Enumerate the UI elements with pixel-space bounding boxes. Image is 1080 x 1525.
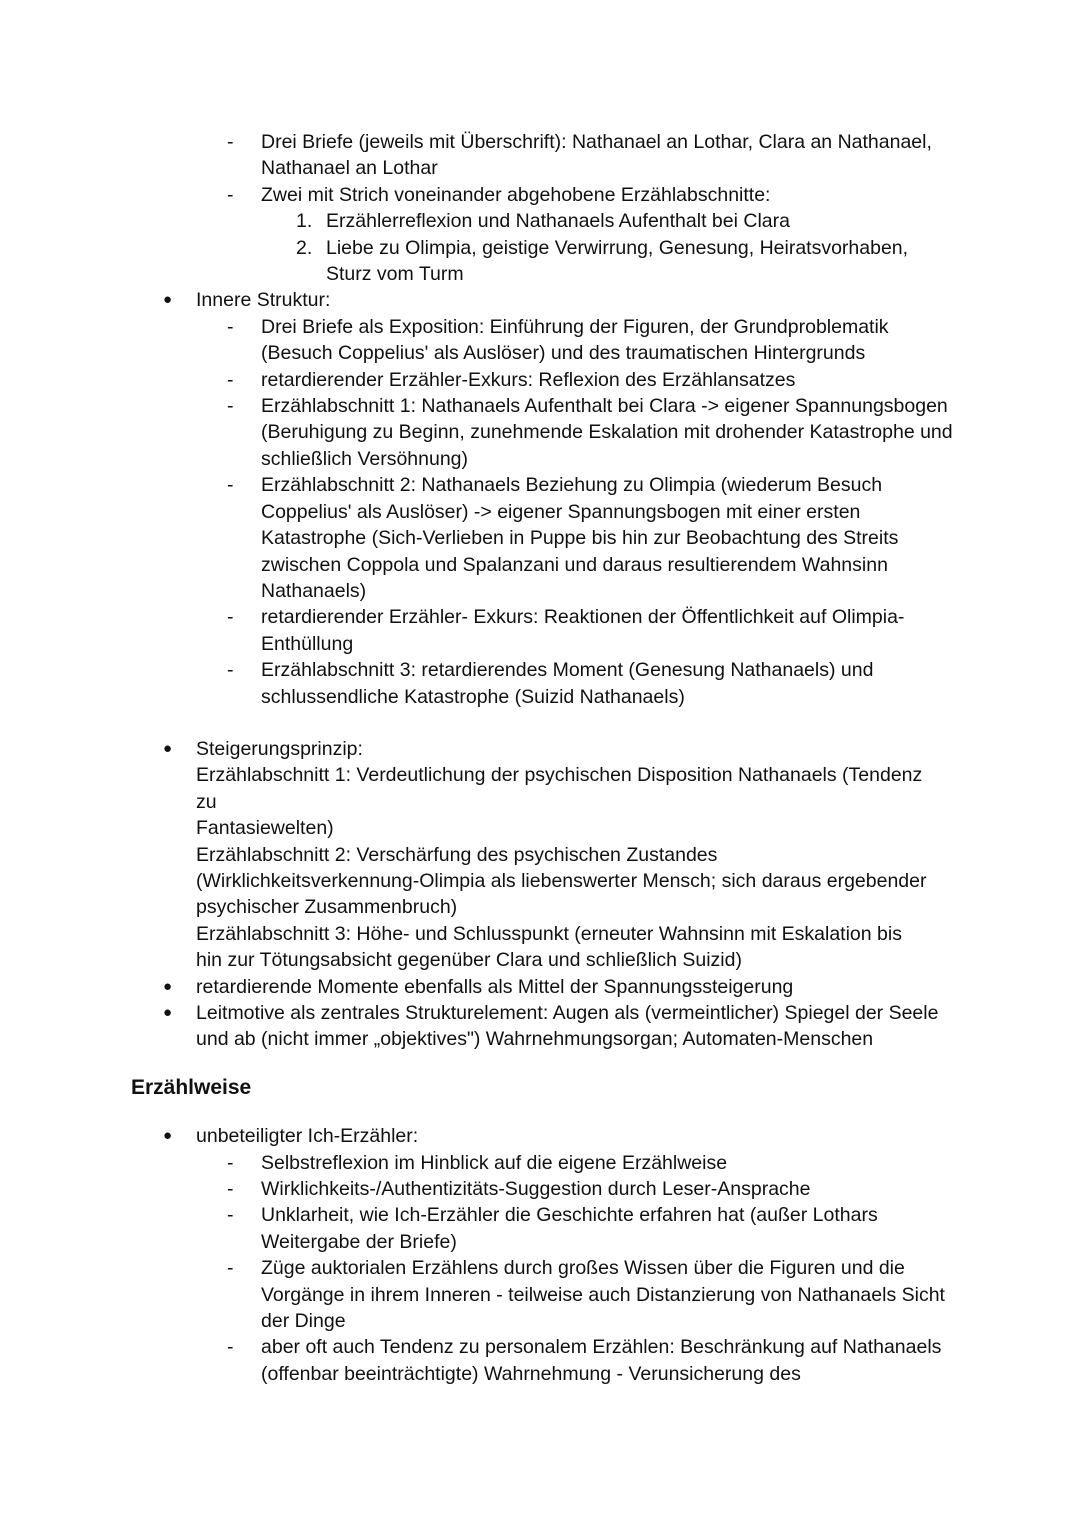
list-item-text: Zwei mit Strich voneinander abgehobene Erzählabschnitte: [261, 183, 771, 206]
bullet-item-innere-struktur [0, 287, 1080, 313]
bullet-text: Leitmotive als zentrales Strukturelement: Augen als (vermeintlicher) Spiegel der Seele und ab (nicht immer „objektives") Wahrnehmungsorgan; Automaten-Menschen [196, 1002, 939, 1051]
bullet-marker: ● [163, 291, 173, 309]
spacer [0, 1053, 1080, 1075]
section-heading [0, 1075, 1080, 1101]
paragraph-line-text: Erzählabschnitt 2: Verschärfung des psychischen Zustandes [196, 843, 718, 866]
numbered-item-text: Liebe zu Olimpia, geistige Verwirrung, Genesung, Heiratsvorhaben, Sturz vom Turm [326, 236, 909, 286]
number-marker: 1. [296, 210, 313, 233]
dash-marker: - [227, 1336, 234, 1359]
bullet-item [0, 974, 1080, 1000]
list-item [0, 393, 1080, 472]
dash-marker: - [227, 1151, 234, 1174]
bullet-title: Innere Struktur: [196, 289, 331, 312]
spacer [0, 1101, 1080, 1123]
paragraph-line [0, 947, 1080, 973]
bullet-item [0, 1000, 1080, 1053]
section-heading-text: Erzählweise [131, 1075, 252, 1099]
numbered-item-text: Erzählerreflexion und Nathanaels Aufenthalt bei Clara [326, 210, 790, 233]
list-item [0, 472, 1080, 604]
paragraph-line-text: Erzählabschnitt 1: Verdeutlichung der psychischen Disposition Nathanaels (Tendenz [196, 764, 923, 787]
list-item-text: retardierender Erzähler-Exkurs: Reflexion des Erzählansatzes [261, 368, 796, 391]
bullet-item-steigerungsprinzip [0, 736, 1080, 762]
paragraph-line [0, 868, 1080, 894]
dash-marker: - [227, 368, 234, 391]
dash-marker: - [227, 659, 234, 682]
paragraph-line [0, 842, 1080, 868]
dash-marker: - [227, 1204, 234, 1227]
paragraph-line-text: Erzählabschnitt 3: Höhe- und Schlusspunkt (erneuter Wahnsinn mit Eskalation bis [196, 922, 902, 945]
paragraph-line [0, 815, 1080, 841]
paragraph-line-text: (Wirklichkeitsverkennung-Olimpia als liebenswerter Mensch; sich daraus ergebender [196, 869, 927, 892]
list-item-text: Unklarheit, wie Ich-Erzähler die Geschichte erfahren hat (außer Lothars Weitergabe der Briefe) [261, 1204, 878, 1253]
list-item-text: Selbstreflexion im Hinblick auf die eigene Erzählweise [261, 1151, 728, 1174]
list-item-text: Erzählabschnitt 3: retardierendes Moment (Genesung Nathanaels) und schlussendliche Katastrophe (Suizid Nathanaels) [261, 659, 874, 708]
list-item [0, 1334, 1080, 1387]
list-item-text: Drei Briefe als Exposition: Einführung der Figuren, der Grundproblematik (Besuch Coppelius' als Auslöser) und des traumatischen Hintergrunds [261, 315, 889, 365]
bullet-title: Steigerungsprinzip: [196, 737, 363, 760]
dash-marker: - [227, 474, 234, 497]
list-item-text: Wirklichkeits-/Authentizitäts-Suggestion durch Leser-Ansprache [261, 1178, 811, 1201]
list-item-text: Züge auktorialen Erzählens durch großes Wissen über die Figuren und die Vorgänge in ihrem Inneren - teilweise auch Distanzierung von Nathanaels Sicht der Dinge [261, 1257, 945, 1333]
bullet-item-ich-erzaehler [0, 1123, 1080, 1149]
dash-marker: - [227, 183, 234, 206]
list-item-text: Drei Briefe (jeweils mit Überschrift): Nathanael an Lothar, Clara an Nathanael, Nathanael an Lothar [261, 131, 932, 180]
numbered-item [0, 208, 1080, 234]
bullet-text: retardierende Momente ebenfalls als Mittel der Spannungssteigerung [196, 975, 794, 998]
list-item [0, 1176, 1080, 1202]
list-item [0, 1255, 1080, 1334]
list-item [0, 314, 1080, 367]
list-item [0, 1202, 1080, 1255]
bullet-marker: ● [163, 977, 173, 995]
paragraph-line-text: zu [196, 790, 217, 813]
paragraph-line-text: hin zur Tötungsabsicht gegenüber Clara und schließlich Suizid) [196, 949, 742, 972]
number-marker: 2. [296, 236, 313, 259]
bullet-marker: ● [163, 739, 173, 757]
spacer [0, 710, 1080, 736]
list-item [0, 367, 1080, 393]
bullet-marker: ● [163, 1004, 173, 1021]
bullet-marker: ● [163, 1127, 173, 1145]
numbered-item [0, 235, 1080, 288]
list-item [0, 182, 1080, 208]
list-item-text: Erzählabschnitt 1: Nathanaels Aufenthalt bei Clara -> eigener Spannungsbogen (Beruhigung zu Beginn, zunehmende Eskalation mit drohender Katastrophe und schließlich Versöhnung) [261, 395, 953, 470]
list-item [0, 1150, 1080, 1176]
paragraph-line [0, 762, 1080, 788]
list-item-text: Erzählabschnitt 2: Nathanaels Beziehung zu Olimpia (wiederum Besuch Coppelius' als Auslöser) -> eigener Spannungsbogen mit einer ersten Katastrophe (Sich-Verlieben in Puppe bis hin zur Beobachtung des Streits zwischen Coppola und Spalanzani und daraus resultierendem Wahnsinn Nathanaels) [261, 474, 899, 602]
list-item-text: retardierender Erzähler- Exkurs: Reaktionen der Öffentlichkeit auf Olimpia-Enthüllung [261, 606, 905, 655]
paragraph-line [0, 921, 1080, 947]
paragraph-line [0, 894, 1080, 920]
list-item [0, 657, 1080, 710]
list-item-text: aber oft auch Tendenz zu personalem Erzählen: Beschränkung auf Nathanaels (offenbar beeinträchtigte) Wahrnehmung - Verunsicherung des [261, 1336, 942, 1385]
dash-marker: - [227, 1178, 234, 1201]
paragraph-line-text: psychischer Zusammenbruch) [196, 896, 458, 919]
list-item [0, 129, 1080, 182]
dash-marker: - [227, 1257, 234, 1280]
dash-marker: - [227, 395, 234, 418]
dash-marker: - [227, 315, 234, 338]
paragraph-line [0, 789, 1080, 815]
dash-marker: - [227, 131, 234, 153]
document-content [0, 129, 1080, 1387]
paragraph-line-text: Fantasiewelten) [196, 817, 334, 840]
bullet-title: unbeteiligter Ich-Erzähler: [196, 1125, 419, 1148]
list-item [0, 604, 1080, 657]
dash-marker: - [227, 606, 234, 629]
